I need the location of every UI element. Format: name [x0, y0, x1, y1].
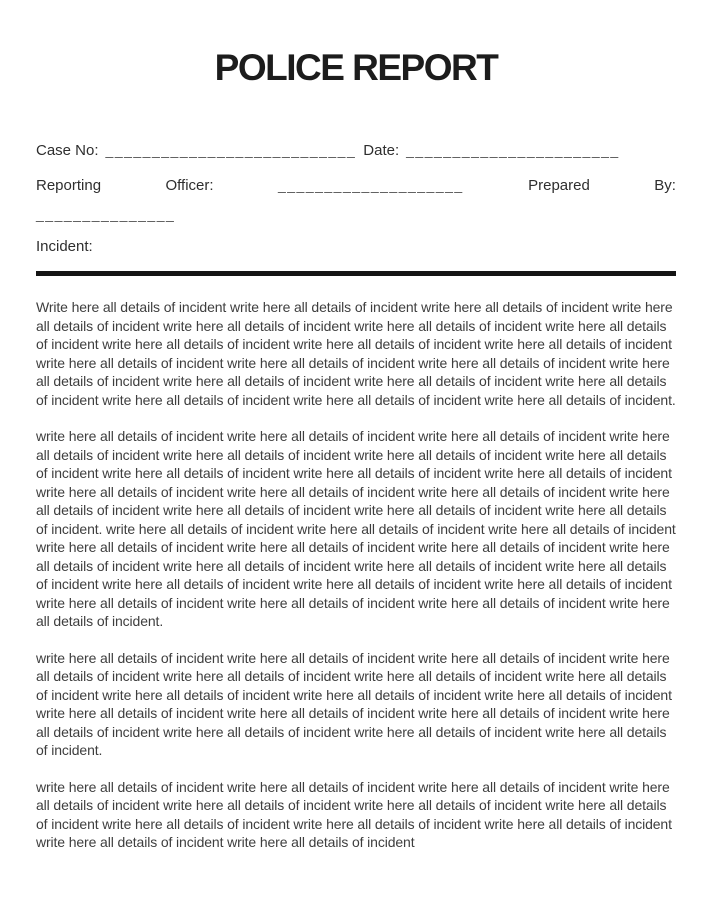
case-no-blank: ___________________________ [105, 142, 357, 159]
officer-blank: ____________________ [277, 177, 464, 194]
incident-paragraph-1: Write here all details of incident write here all details of incident write here all details of incident write here all details of incident write here all details of incident write here all details of incident write here all details of incident write here all details of incident write here all details of incident write here all details of incident write here all details of incident write here all details of incident write here all details of incident write here all details of incident write here all details of incident write here all details of incident write here all details of incident write here all details of incident write here all details of incident write here all details of incident. [36, 299, 676, 408]
incident-paragraph-3: write here all details of incident write here all details of incident write here all details of incident write here all details of incident write here all details of incident write here all details of incident write here all details of incident write here all details of incident write here all details of incident write here all details of incident write here all details of incident write here all details of incident write here all details of incident write here all details of incident write here all details of incident write here all details of incident write here all details of incident. [36, 649, 672, 759]
incident-line [36, 237, 676, 257]
date-label: Date: [363, 142, 400, 160]
prepared-label: Prepared [528, 177, 590, 195]
document-title: POLICE REPORT [214, 47, 498, 88]
incident-label: Incident: [36, 238, 93, 256]
prepared-by-blank-line [36, 204, 676, 225]
section-divider-rule [36, 271, 676, 276]
incident-details-section [36, 298, 676, 852]
incident-paragraph-4: write here all details of incident write here all details of incident write here all details of incident write here all details of incident write here all details of incident write here all details of incident write here all details of incident write here all details of incident write here all details of incident write here all details of incident write here all details of incident write here all details of incident [36, 778, 672, 851]
officer-label: Officer: [165, 177, 214, 195]
date-blank: _______________________ [406, 142, 620, 159]
by-label: By: [654, 177, 676, 195]
case-info-section [36, 140, 676, 257]
reporting-label: Reporting [36, 177, 102, 195]
case-no-label: Case No: [36, 142, 99, 160]
incident-paragraph-2: write here all details of incident write here all details of incident write here all details of incident write here all details of incident write here all details of incident write here all details of incident write here all details of incident write here all details of incident write here all details of incident write here all details of incident write here all details of incident write here all details of incident write here all details of incident write here all details of incident write here all details of incident write here all details of incident write here all details of incident. write here all details of incident write here all details of incident write here all details of incident write here all details of incident write here all details of incident write here all details of incident write here all details of incident write here all details of incident write here all details of incident write here all details of incident write here all details of incident write here all details of incident write here all details of incident write here all details of incident write here all details of incident write here all details of incident write here all details of incident. [36, 428, 676, 630]
case-date-line [36, 140, 676, 161]
prepared-by-blank: _______________ [36, 206, 176, 223]
reporting-officer-line [36, 175, 676, 196]
